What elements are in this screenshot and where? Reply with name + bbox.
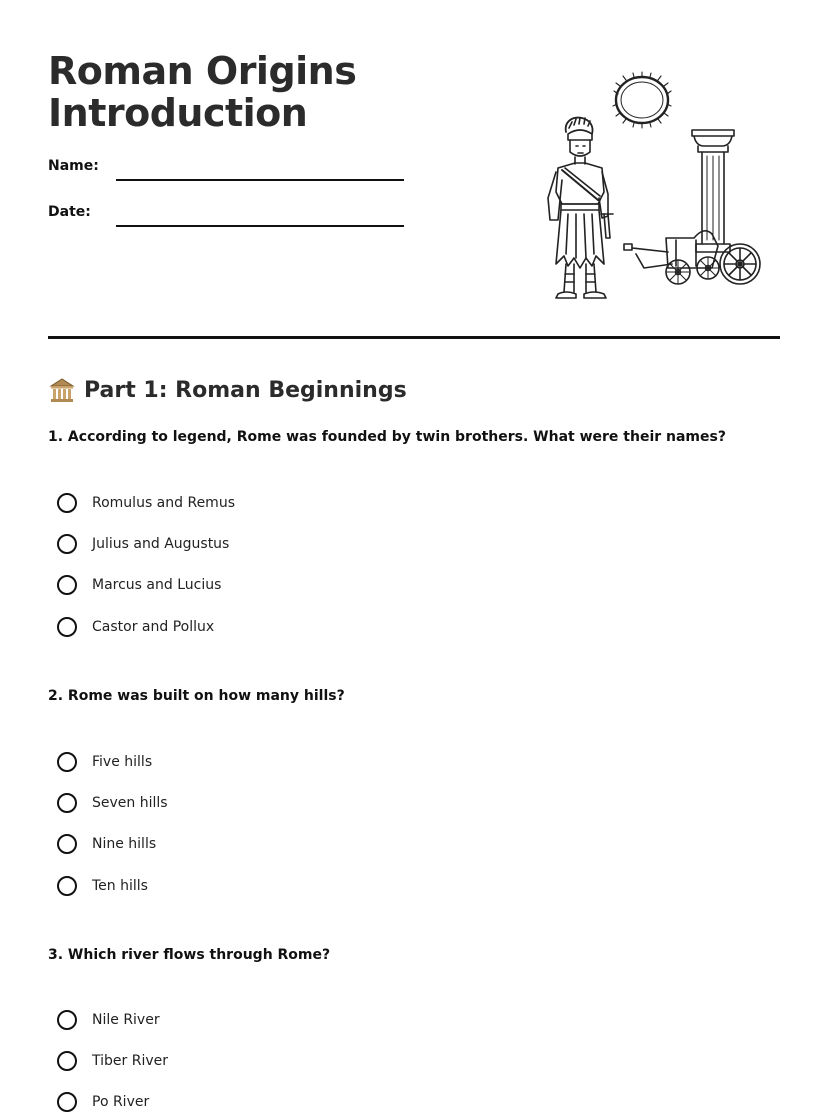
question-1-option-1[interactable] [57,490,235,516]
option-label: Marcus and Lucius [92,577,222,593]
option-label: Po River [92,1094,150,1110]
option-label: Julius and Augustus [92,536,230,552]
roman-soldier-icon [548,118,613,298]
date-label: Date: [48,204,91,220]
option-label: Nile River [92,1012,160,1028]
radio-button[interactable] [57,1051,77,1071]
radio-button[interactable] [57,534,77,554]
question-2-option-1[interactable] [57,749,152,775]
radio-button[interactable] [57,876,77,896]
question-2-text: 2. Rome was built on how many hills? [48,688,345,704]
radio-button[interactable] [57,617,77,637]
name-label: Name: [48,158,99,174]
part-1-heading-text: Part 1: Roman Beginnings [84,377,407,403]
option-label: Castor and Pollux [92,619,215,635]
radio-button[interactable] [57,752,77,772]
question-1-option-2[interactable] [57,531,229,557]
radio-button[interactable] [57,1010,77,1030]
radio-button[interactable] [57,575,77,595]
option-label: Tiber River [92,1053,168,1069]
question-2-option-3[interactable] [57,831,156,857]
question-3-option-1[interactable] [57,1007,160,1033]
question-3-text: 3. Which river flows through Rome? [48,947,331,963]
option-label: Ten hills [92,878,148,894]
question-1-option-3[interactable] [57,572,221,598]
radio-button[interactable] [57,834,77,854]
chariot-icon [624,231,760,284]
option-label: Five hills [92,754,153,770]
part-1-heading [48,374,407,406]
question-2-option-2[interactable] [57,790,168,816]
name-write-line[interactable] [116,179,404,181]
laurel-wreath-icon [613,72,671,128]
radio-button[interactable] [57,493,77,513]
date-write-line[interactable] [116,225,404,227]
date-field[interactable] [48,204,408,226]
question-3-option-3[interactable] [57,1089,149,1115]
question-1-option-4[interactable] [57,614,214,640]
worksheet-title [48,50,356,134]
title-line-1: Roman Origins [48,49,357,93]
title-line-2: Introduction [48,91,308,135]
radio-button[interactable] [57,793,77,813]
question-3-option-2[interactable] [57,1048,168,1074]
option-label: Romulus and Remus [92,495,235,511]
option-label: Seven hills [92,795,168,811]
radio-button[interactable] [57,1092,77,1112]
question-2-option-4[interactable] [57,873,148,899]
roman-illustration [536,68,768,300]
header-divider [48,336,780,339]
option-label: Nine hills [92,836,157,852]
name-field[interactable] [48,158,408,180]
question-1-text: 1. According to legend, Rome was founded by twin brothers. What were their names? [48,429,726,445]
classical-building-icon [48,376,76,404]
